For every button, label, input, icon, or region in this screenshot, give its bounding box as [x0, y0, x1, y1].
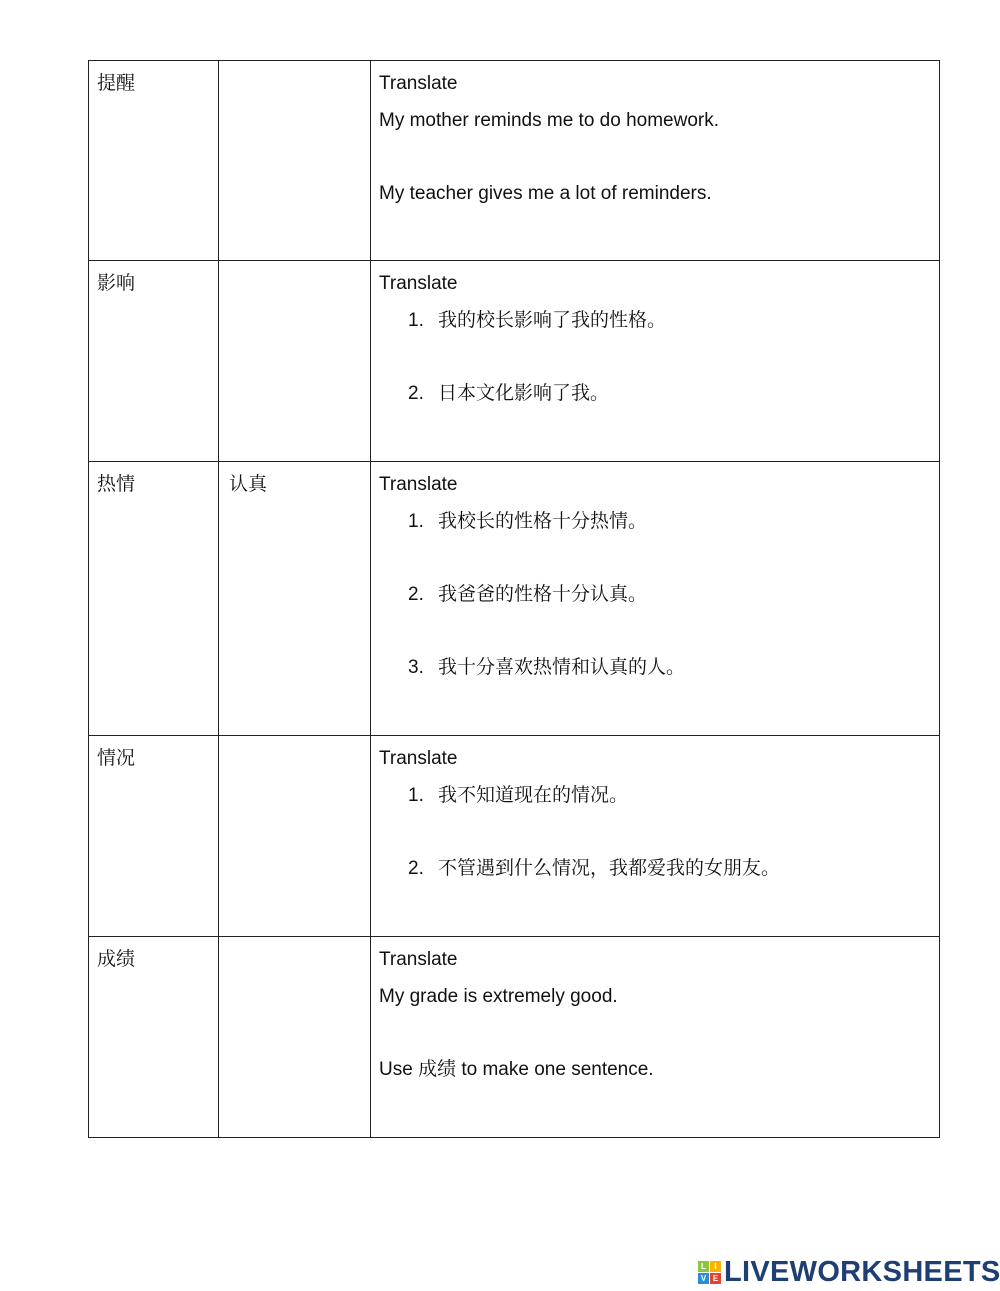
logo-block-v: V — [698, 1273, 709, 1284]
vocab-word: 热情 — [89, 462, 219, 736]
exercise-sentence — [379, 851, 931, 888]
vocab-word-2[interactable]: 认真 — [219, 462, 371, 736]
exercise-sentence — [379, 778, 931, 815]
sentence-text: My grade is extremely good. — [379, 985, 618, 1007]
vocab-word: 影响 — [89, 261, 219, 462]
sentence-text: My mother reminds me to do homework. — [379, 109, 720, 131]
logo-text: LIVEWORKSHEETS — [724, 1256, 1000, 1288]
sentence-text: 不管遇到什么情况，我都爱我的女朋友。 — [438, 857, 781, 879]
list-number: 2. — [408, 857, 424, 879]
exercise-sentence — [379, 1052, 931, 1089]
exercise-sentence — [379, 504, 931, 541]
table-row — [89, 462, 940, 736]
vocab-word: 情况 — [89, 736, 219, 937]
sentence-text: 我十分喜欢热情和认真的人。 — [438, 656, 686, 678]
vocab-word-2[interactable] — [219, 937, 371, 1138]
vocab-word-2[interactable] — [219, 736, 371, 937]
logo-block-l: L — [698, 1261, 709, 1272]
exercise-sentence — [379, 303, 931, 340]
list-number: 1. — [408, 784, 424, 806]
list-number: 1. — [408, 309, 424, 331]
list-number: 2. — [408, 583, 424, 605]
exercise-sentence — [379, 176, 931, 213]
exercise-cell — [371, 261, 940, 462]
liveworksheets-logo — [698, 1256, 1000, 1289]
vocab-table — [88, 60, 940, 1138]
exercise-sentence — [379, 376, 931, 413]
logo-blocks-icon — [698, 1261, 721, 1284]
translate-heading: Translate — [379, 949, 458, 970]
sentence-text: 我的校长影响了我的性格。 — [438, 309, 667, 331]
exercise-cell — [371, 462, 940, 736]
table-row — [89, 61, 940, 261]
vocab-word: 提醒 — [89, 61, 219, 261]
translate-heading: Translate — [379, 748, 458, 769]
vocab-word-2[interactable] — [219, 61, 371, 261]
exercise-sentence — [379, 979, 931, 1016]
sentence-text: 我不知道现在的情况。 — [438, 784, 629, 806]
logo-block-i: I — [710, 1261, 721, 1272]
vocab-word: 成绩 — [89, 937, 219, 1138]
table-row — [89, 937, 940, 1138]
sentence-text: Use 成绩 to make one sentence. — [379, 1058, 654, 1080]
exercise-sentence — [379, 103, 931, 140]
translate-heading: Translate — [379, 73, 458, 94]
translate-heading: Translate — [379, 474, 458, 495]
sentence-text: 我校长的性格十分热情。 — [438, 510, 648, 532]
list-number: 3. — [408, 656, 424, 678]
translate-heading: Translate — [379, 273, 458, 294]
list-number: 1. — [408, 510, 424, 532]
exercise-cell — [371, 61, 940, 261]
vocab-word-2[interactable] — [219, 261, 371, 462]
sentence-text: 日本文化影响了我。 — [438, 382, 610, 404]
table-row — [89, 261, 940, 462]
sentence-text: My teacher gives me a lot of reminders. — [379, 182, 712, 204]
exercise-sentence — [379, 577, 931, 614]
exercise-cell — [371, 736, 940, 937]
logo-block-e: E — [710, 1273, 721, 1284]
exercise-cell — [371, 937, 940, 1138]
list-number: 2. — [408, 382, 424, 404]
exercise-sentence — [379, 650, 931, 687]
table-row — [89, 736, 940, 937]
sentence-text: 我爸爸的性格十分认真。 — [438, 583, 648, 605]
